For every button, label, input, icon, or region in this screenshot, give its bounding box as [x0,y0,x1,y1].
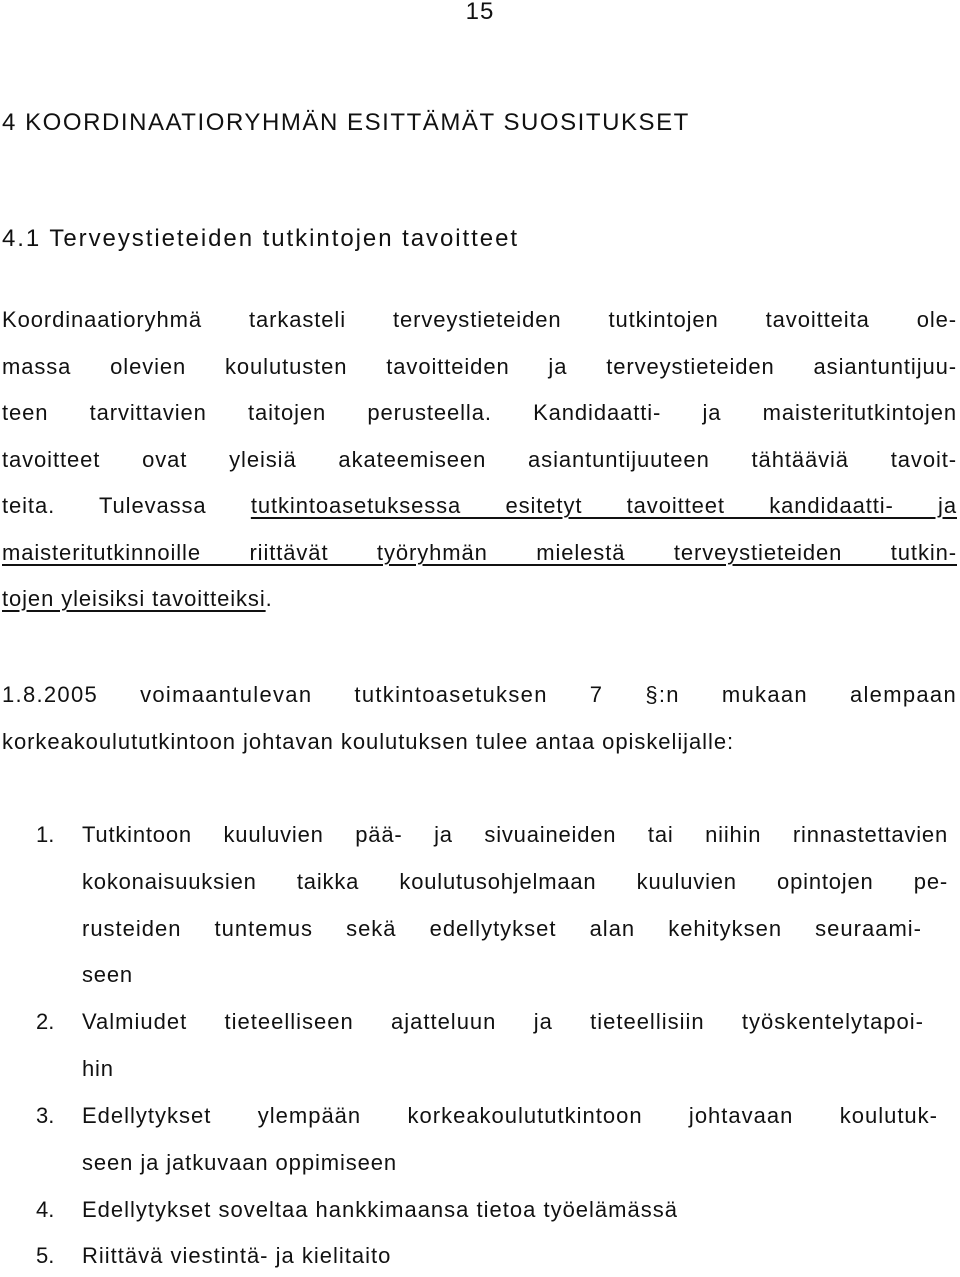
list-number: 5. [36,1243,55,1268]
list-number: 4. [36,1197,55,1222]
list-item-line: Tutkintoon kuuluvien pää- ja sivuaineiden tai niihin rinnastettavien [82,822,948,847]
list-item-line: Riittävä viestintä- ja kielitaito [82,1243,392,1268]
paragraph-line: Koordinaatioryhmä tarkasteli terveystieteiden tutkintojen tavoitteita ole- [2,307,957,332]
list-item-line: hin [82,1056,114,1081]
list-item-line: kokonaisuuksien taikka koulutusohjelmaan kuuluvien opintojen pe- [82,869,948,894]
list-number: 1. [36,822,55,847]
section-heading: 4.1 Terveystieteiden tutkintojen tavoitteet [2,225,520,252]
paragraph-text: . [265,586,273,611]
list-item-line: rusteiden tuntemus sekä edellytykset alan kehityksen seuraami- [82,916,922,941]
list-item-line: seen [82,962,133,987]
page-number: 15 [465,0,495,25]
paragraph-line: teen tarvittavien taitojen perusteella. Kandidaatti- ja maisteritutkintojen [2,400,957,425]
underlined-text: tojen yleisiksi tavoitteiksi [2,586,266,611]
paragraph-line [2,586,273,612]
paragraph-line: korkeakoulututkintoon johtavan koulutuksen tulee antaa opiskelijalle: [2,729,735,754]
list-number: 3. [36,1103,55,1128]
chapter-heading: 4 KOORDINAATIORYHMÄN ESITTÄMÄT SUOSITUKSET [2,109,690,136]
paragraph-line: tavoitteet ovat yleisiä akateemiseen asiantuntijuuteen tähtääviä tavoit- [2,447,957,472]
paragraph-line: massa olevien koulutusten tavoitteiden ja terveystieteiden asiantuntijuu- [2,354,957,379]
list-item-line: Edellytykset ylempään korkeakoulututkintoon johtavaan koulutuk- [82,1103,938,1128]
underlined-text: tutkintoasetuksessa esitetyt tavoitteet kandidaatti- ja [250,493,957,518]
list-item-line: seen ja jatkuvaan oppimiseen [82,1150,398,1175]
list-item-line: Edellytykset soveltaa hankkimaansa tietoa työelämässä [82,1197,678,1222]
list-number: 2. [36,1009,55,1034]
paragraph-text: teita. Tulevassa [2,493,251,518]
list-item-line: Valmiudet tieteelliseen ajatteluun ja tieteellisiin työskentelytapoi- [82,1009,924,1034]
paragraph-line: 1.8.2005 voimaantulevan tutkintoasetuksen 7 §:n mukaan alempaan [2,682,957,707]
underlined-text: maisteritutkinnoille riittävät työryhmän mielestä terveystieteiden tutkin- [2,540,957,565]
paragraph-line [2,493,957,519]
